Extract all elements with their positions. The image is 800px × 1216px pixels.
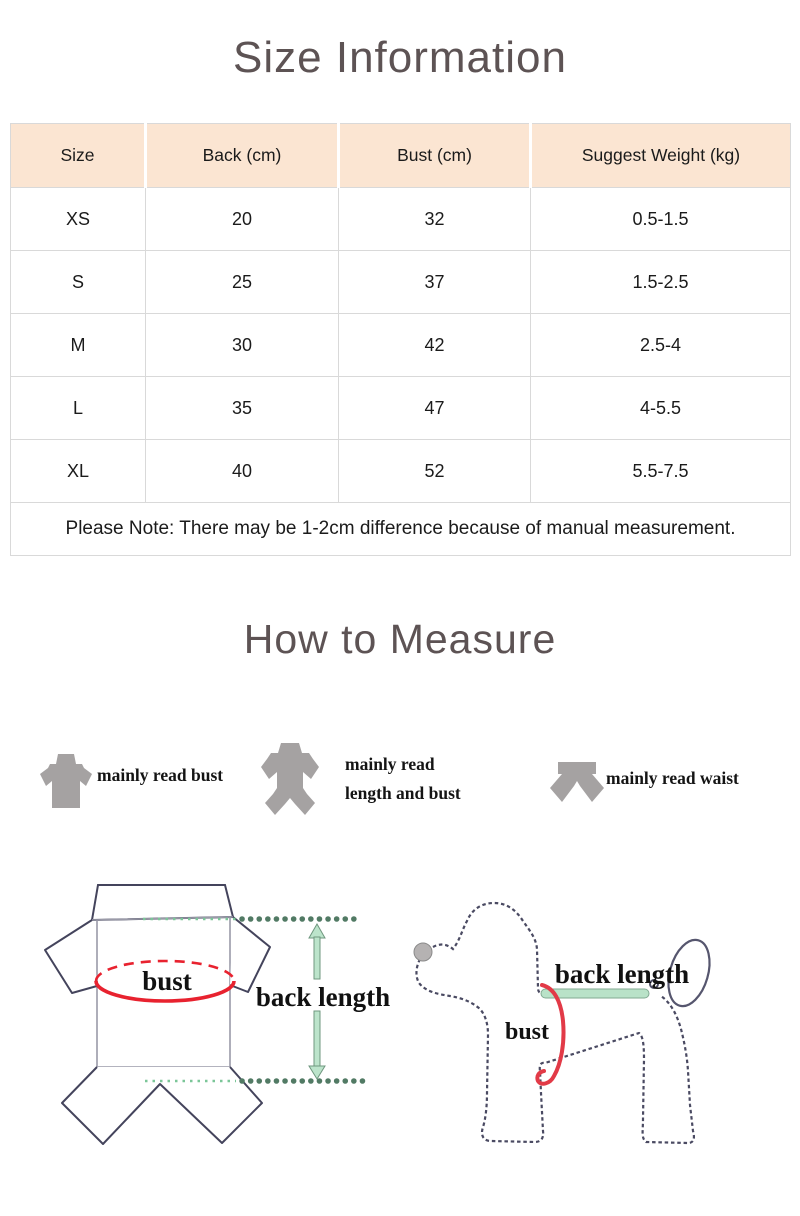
back-cell: 25 — [146, 251, 339, 314]
garment-left-sleeve — [45, 920, 97, 993]
dog-nose — [414, 943, 432, 961]
legend-label-waist: mainly read waist — [606, 768, 739, 788]
back-cell: 35 — [146, 377, 339, 440]
weight-cell: 1.5-2.5 — [531, 251, 791, 314]
weight-cell: 0.5-1.5 — [531, 188, 791, 251]
table-row — [11, 251, 791, 314]
pants-icon — [546, 760, 608, 806]
garment-bust-label: bust — [142, 966, 192, 996]
garment-back-length-label: back length — [255, 982, 391, 1012]
size-table-header-row — [11, 124, 791, 188]
legend-label-bust: mainly read bust — [97, 765, 224, 785]
size-table — [10, 123, 791, 556]
size-cell: L — [11, 377, 146, 440]
bust-cell: 47 — [339, 377, 531, 440]
romper-icon — [257, 741, 323, 819]
size-cell: M — [11, 314, 146, 377]
size-information-title: Size Information — [233, 33, 567, 82]
measurement-note: Please Note: There may be 1-2cm difference because of manual measurement. — [11, 503, 791, 556]
bust-cell: 52 — [339, 440, 531, 503]
table-row — [11, 314, 791, 377]
size-cell: XL — [11, 440, 146, 503]
bust-cell: 42 — [339, 314, 531, 377]
garment-legs-outline — [62, 1067, 262, 1144]
weight-cell: 4-5.5 — [531, 377, 791, 440]
size-cell: S — [11, 251, 146, 314]
bust-cell: 37 — [339, 251, 531, 314]
bust-cell: 32 — [339, 188, 531, 251]
weight-cell: 5.5-7.5 — [531, 440, 791, 503]
dog-back-length-label: back length — [554, 959, 690, 989]
back-cell: 20 — [146, 188, 339, 251]
col-header-size: Size — [11, 124, 146, 188]
size-cell: XS — [11, 188, 146, 251]
garment-measure-diagram — [28, 873, 403, 1165]
table-row — [11, 377, 791, 440]
back-cell: 30 — [146, 314, 339, 377]
col-header-back: Back (cm) — [146, 124, 339, 188]
table-row — [11, 188, 791, 251]
garment-right-sleeve — [230, 917, 270, 992]
dog-measure-diagram — [403, 893, 763, 1165]
legend-label-line1: mainly read — [345, 754, 435, 774]
col-header-weight: Suggest Weight (kg) — [531, 124, 791, 188]
how-to-measure-title: How to Measure — [243, 616, 557, 662]
col-header-bust: Bust (cm) — [339, 124, 531, 188]
back-cell: 40 — [146, 440, 339, 503]
table-row — [11, 440, 791, 503]
legend-label-line2: length and bust — [345, 783, 461, 803]
dog-bust-label: bust — [504, 1019, 550, 1045]
vest-icon — [38, 752, 94, 812]
legend-label-length-bust — [345, 750, 461, 808]
garment-collar-outline — [92, 885, 233, 920]
weight-cell: 2.5-4 — [531, 314, 791, 377]
measurement-note-row — [11, 503, 791, 556]
